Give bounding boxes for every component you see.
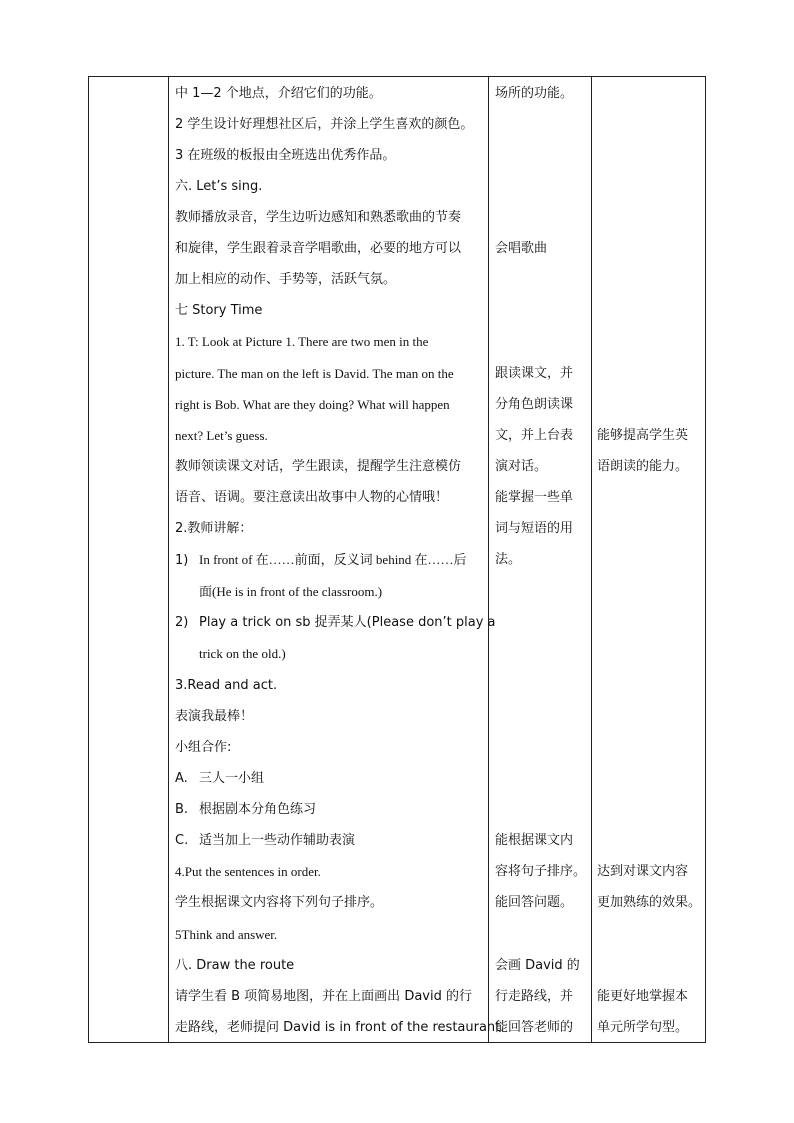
- line-text: 2 学生设计好理想社区后，并涂上学生喜欢的颜色。: [175, 117, 474, 132]
- line-text: 3 在班级的板报由全班选出优秀作品。: [175, 148, 396, 163]
- col3-line: [495, 396, 573, 414]
- column-divider-1: [168, 77, 169, 1042]
- list-marker: C.: [175, 833, 189, 848]
- col2-line: [175, 178, 262, 196]
- line-text: 2.教师讲解：: [175, 521, 253, 536]
- line-text: 表演我最棒！: [175, 709, 254, 724]
- col2-line: [175, 271, 396, 289]
- col2-line: [175, 333, 428, 352]
- col2-line: [175, 957, 294, 975]
- line-text: 三人一小组: [199, 771, 265, 786]
- col3-line: [495, 458, 547, 476]
- col3-line: [495, 1019, 573, 1037]
- col3-line: [495, 489, 573, 507]
- line-text: 能回答老师的: [495, 1020, 574, 1035]
- line-text: 能掌握一些单: [495, 490, 574, 505]
- col3-line: [495, 832, 573, 850]
- col4-line: [597, 988, 688, 1006]
- col2-line: [175, 708, 253, 726]
- line-text: 能根据课文内: [495, 833, 574, 848]
- col3-line: [495, 957, 580, 975]
- line-text: 容将句子排序。: [495, 864, 587, 879]
- col3-line: [495, 365, 573, 383]
- col2-line: [175, 85, 382, 103]
- col2-line: [175, 739, 231, 757]
- line-text: In front of 在……前面，反义词 behind 在……后: [199, 552, 467, 567]
- line-text: Play a trick on sb 捉弄某人(Please don’t play a: [199, 615, 496, 630]
- col2-line: [175, 832, 355, 850]
- col3-line: [495, 240, 547, 258]
- line-text: 请学生看 B 项简易地图，并在上面画出 David 的行: [175, 989, 472, 1004]
- line-text: 1. T: Look at Picture 1. There are two men in the: [175, 334, 429, 349]
- col2-line: [175, 1019, 504, 1037]
- column-divider-3: [591, 77, 592, 1042]
- col2-line: [199, 583, 382, 602]
- line-text: 能更好地掌握本: [597, 989, 689, 1004]
- line-text: 根据剧本分角色练习: [199, 802, 317, 817]
- line-text: 学生根据课文内容将下列句子排序。: [175, 895, 384, 910]
- line-text: 教师领读课文对话，学生跟读，提醒学生注意模仿: [175, 459, 462, 474]
- col2-line: [175, 863, 321, 882]
- col2-line: [175, 520, 252, 538]
- line-text: 小组合作:: [175, 740, 232, 755]
- line-text: 会画 David 的: [495, 958, 580, 973]
- line-text: 更加熟练的效果。: [597, 895, 702, 910]
- line-text: next? Let’s guess.: [175, 428, 268, 443]
- col4-line: [597, 427, 688, 445]
- line-text: 5Think and answer.: [175, 927, 278, 942]
- list-marker: 2): [175, 615, 189, 630]
- col2-line: [175, 458, 461, 476]
- line-text: 3.Read and act.: [175, 678, 278, 693]
- col2-line: [175, 926, 277, 945]
- col2-line: [175, 396, 450, 415]
- line-text: 场所的功能。: [495, 86, 574, 101]
- line-text: 语音、语调。要注意读出故事中人物的心情哦！: [175, 490, 449, 505]
- col2-line: [175, 551, 467, 570]
- col2-line: [175, 427, 268, 446]
- line-text: 单元所学句型。: [597, 1020, 689, 1035]
- col4-line: [597, 458, 688, 476]
- list-marker: 1): [175, 553, 189, 568]
- line-text: 语朗读的能力。: [597, 459, 689, 474]
- line-text: 面(He is in front of the classroom.): [199, 584, 383, 599]
- line-text: 能回答问题。: [495, 895, 574, 910]
- col3-line: [495, 85, 573, 103]
- line-text: right is Bob. What are they doing? What will happen: [175, 397, 450, 412]
- col3-line: [495, 863, 586, 881]
- col3-line: [495, 551, 521, 569]
- line-text: 行走路线，并: [495, 989, 574, 1004]
- col4-line: [597, 863, 688, 881]
- col2-line: [175, 302, 262, 320]
- line-text: 加上相应的动作、手势等，活跃气氛。: [175, 272, 397, 287]
- col2-line: [175, 365, 454, 384]
- line-text: 走路线，老师提问 David is in front of the restaurant.: [175, 1020, 505, 1035]
- line-text: 七 Story Time: [175, 303, 263, 318]
- col3-line: [495, 894, 573, 912]
- line-text: 六. Let’s sing.: [175, 179, 263, 194]
- col2-line: [175, 677, 277, 695]
- col3-line: [495, 520, 573, 538]
- line-text: 适当加上一些动作辅助表演: [199, 833, 356, 848]
- line-text: 会唱歌曲: [495, 241, 548, 256]
- col2-line: [175, 988, 472, 1006]
- list-marker: B.: [175, 802, 189, 817]
- line-text: 八. Draw the route: [175, 958, 295, 973]
- lesson-plan-table: [88, 76, 706, 1043]
- col2-line: [199, 645, 286, 664]
- line-text: 文，并上台表: [495, 428, 574, 443]
- line-text: 分角色朗读课: [495, 397, 574, 412]
- col4-line: [597, 894, 701, 912]
- line-text: 能够提高学生英: [597, 428, 689, 443]
- line-text: 4.Put the sentences in order.: [175, 864, 321, 879]
- line-text: 词与短语的用: [495, 521, 574, 536]
- col2-line: [175, 147, 395, 165]
- line-text: trick on the old.): [199, 646, 286, 661]
- col2-line: [175, 240, 461, 258]
- col4-line: [597, 1019, 688, 1037]
- line-text: 教师播放录音，学生边听边感知和熟悉歌曲的节奏: [175, 210, 462, 225]
- col2-line: [175, 801, 316, 819]
- line-text: 跟读课文，并: [495, 366, 574, 381]
- col2-line: [175, 894, 383, 912]
- col2-line: [175, 116, 473, 134]
- line-text: 达到对课文内容: [597, 864, 689, 879]
- list-marker: A.: [175, 771, 188, 786]
- col2-line: [175, 489, 448, 507]
- col2-line: [175, 614, 496, 632]
- line-text: 法。: [495, 552, 522, 567]
- col2-line: [175, 770, 264, 788]
- line-text: 和旋律，学生跟着录音学唱歌曲，必要的地方可以: [175, 241, 462, 256]
- line-text: picture. The man on the left is David. The man on the: [175, 366, 454, 381]
- line-text: 中 1—2 个地点，介绍它们的功能。: [175, 86, 382, 101]
- line-text: 演对话。: [495, 459, 548, 474]
- column-divider-2: [488, 77, 489, 1042]
- col2-line: [175, 209, 461, 227]
- col3-line: [495, 988, 573, 1006]
- col3-line: [495, 427, 573, 445]
